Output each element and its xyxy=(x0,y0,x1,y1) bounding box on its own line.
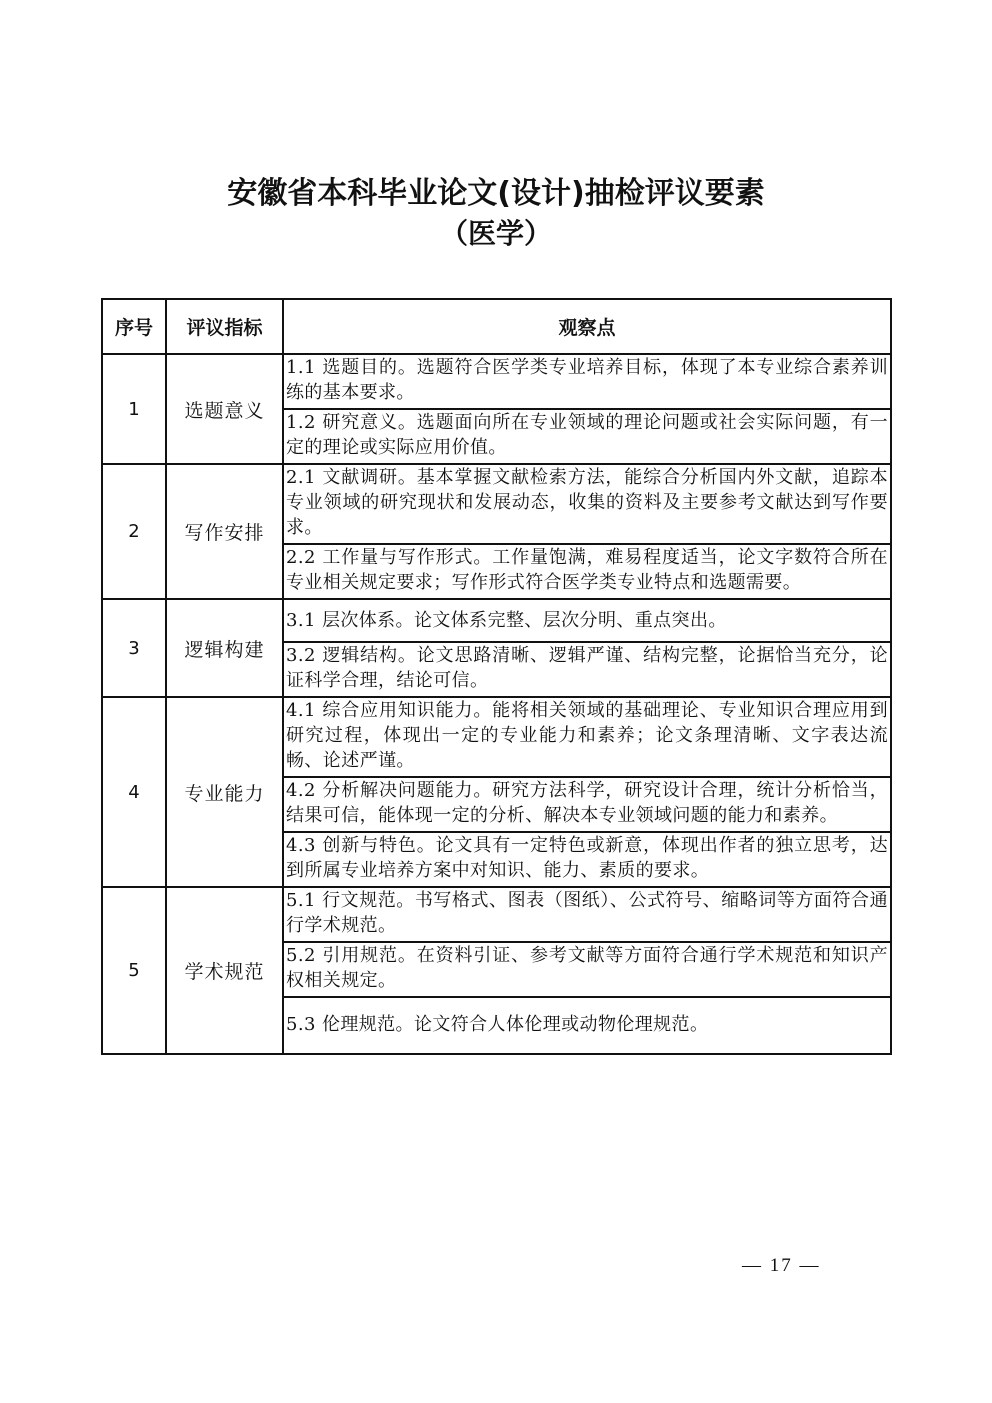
table-row xyxy=(102,887,891,1054)
row-observations xyxy=(283,887,891,1054)
row-indicator: 逻辑构建 xyxy=(166,599,283,697)
observation-point: 5.3 伦理规范。论文符合人体伦理或动物伦理规范。 xyxy=(286,1014,709,1035)
row-observations xyxy=(283,697,891,887)
observation-point: 3.1 层次体系。论文体系完整、层次分明、重点突出。 xyxy=(284,600,890,643)
table-header-row xyxy=(102,299,891,354)
observation-point: 4.3 创新与特色。论文具有一定特色或新意，体现出作者的独立思考，达到所属专业培养方案中对知识、能力、素质的要求。 xyxy=(286,835,888,881)
row-indicator: 写作安排 xyxy=(166,464,283,599)
row-seq: 4 xyxy=(102,697,166,887)
table-row xyxy=(102,697,891,887)
header-indicator: 评议指标 xyxy=(166,299,283,354)
observation-point: 3.2 逻辑结构。论文思路清晰、逻辑严谨、结构完整，论据恰当充分，论证科学合理，结论可信。 xyxy=(286,645,888,691)
row-indicator: 选题意义 xyxy=(166,354,283,464)
header-observation: 观察点 xyxy=(283,299,891,354)
row-seq: 5 xyxy=(102,887,166,1054)
header-seq: 序号 xyxy=(102,299,166,354)
row-indicator: 学术规范 xyxy=(166,887,283,1054)
observation-point: 4.2 分析解决问题能力。研究方法科学，研究设计合理，统计分析恰当，结果可信，能体现一定的分析、解决本专业领域问题的能力和素养。 xyxy=(284,778,890,833)
observation-point: 2.1 文献调研。基本掌握文献检索方法，能综合分析国内外文献，追踪本专业领域的研究现状和发展动态，收集的资料及主要参考文献达到写作要求。 xyxy=(284,465,890,545)
document-title: 安徽省本科毕业论文(设计)抽检评议要素 xyxy=(227,176,765,211)
observation-point: 1.2 研究意义。选题面向所在专业领域的理论问题或社会实际问题，有一定的理论或实际应用价值。 xyxy=(286,412,888,458)
row-observations xyxy=(283,464,891,599)
row-seq: 1 xyxy=(102,354,166,464)
table-row xyxy=(102,464,891,599)
page-number: — 17 — xyxy=(742,1255,821,1276)
row-observations xyxy=(283,599,891,697)
observation-point: 1.1 选题目的。选题符合医学类专业培养目标，体现了本专业综合素养训练的基本要求。 xyxy=(284,355,890,410)
row-seq: 3 xyxy=(102,599,166,697)
observation-point: 4.1 综合应用知识能力。能将相关领域的基础理论、专业知识合理应用到研究过程，体现出一定的专业能力和素养；论文条理清晰、文字表达流畅、论述严谨。 xyxy=(284,698,890,778)
row-observations xyxy=(283,354,891,464)
evaluation-table xyxy=(101,298,892,1055)
table-row xyxy=(102,354,891,464)
table-row xyxy=(102,599,891,697)
observation-point: 5.1 行文规范。书写格式、图表（图纸）、公式符号、缩略词等方面符合通行学术规范。 xyxy=(284,888,890,943)
row-seq: 2 xyxy=(102,464,166,599)
document-subtitle: （医学） xyxy=(439,217,552,250)
observation-point: 5.2 引用规范。在资料引证、参考文献等方面符合通行学术规范和知识产权相关规定。 xyxy=(284,943,890,998)
observation-point: 2.2 工作量与写作形式。工作量饱满，难易程度适当，论文字数符合所在专业相关规定要求；写作形式符合医学类专业特点和选题需要。 xyxy=(286,547,888,593)
row-indicator: 专业能力 xyxy=(166,697,283,887)
